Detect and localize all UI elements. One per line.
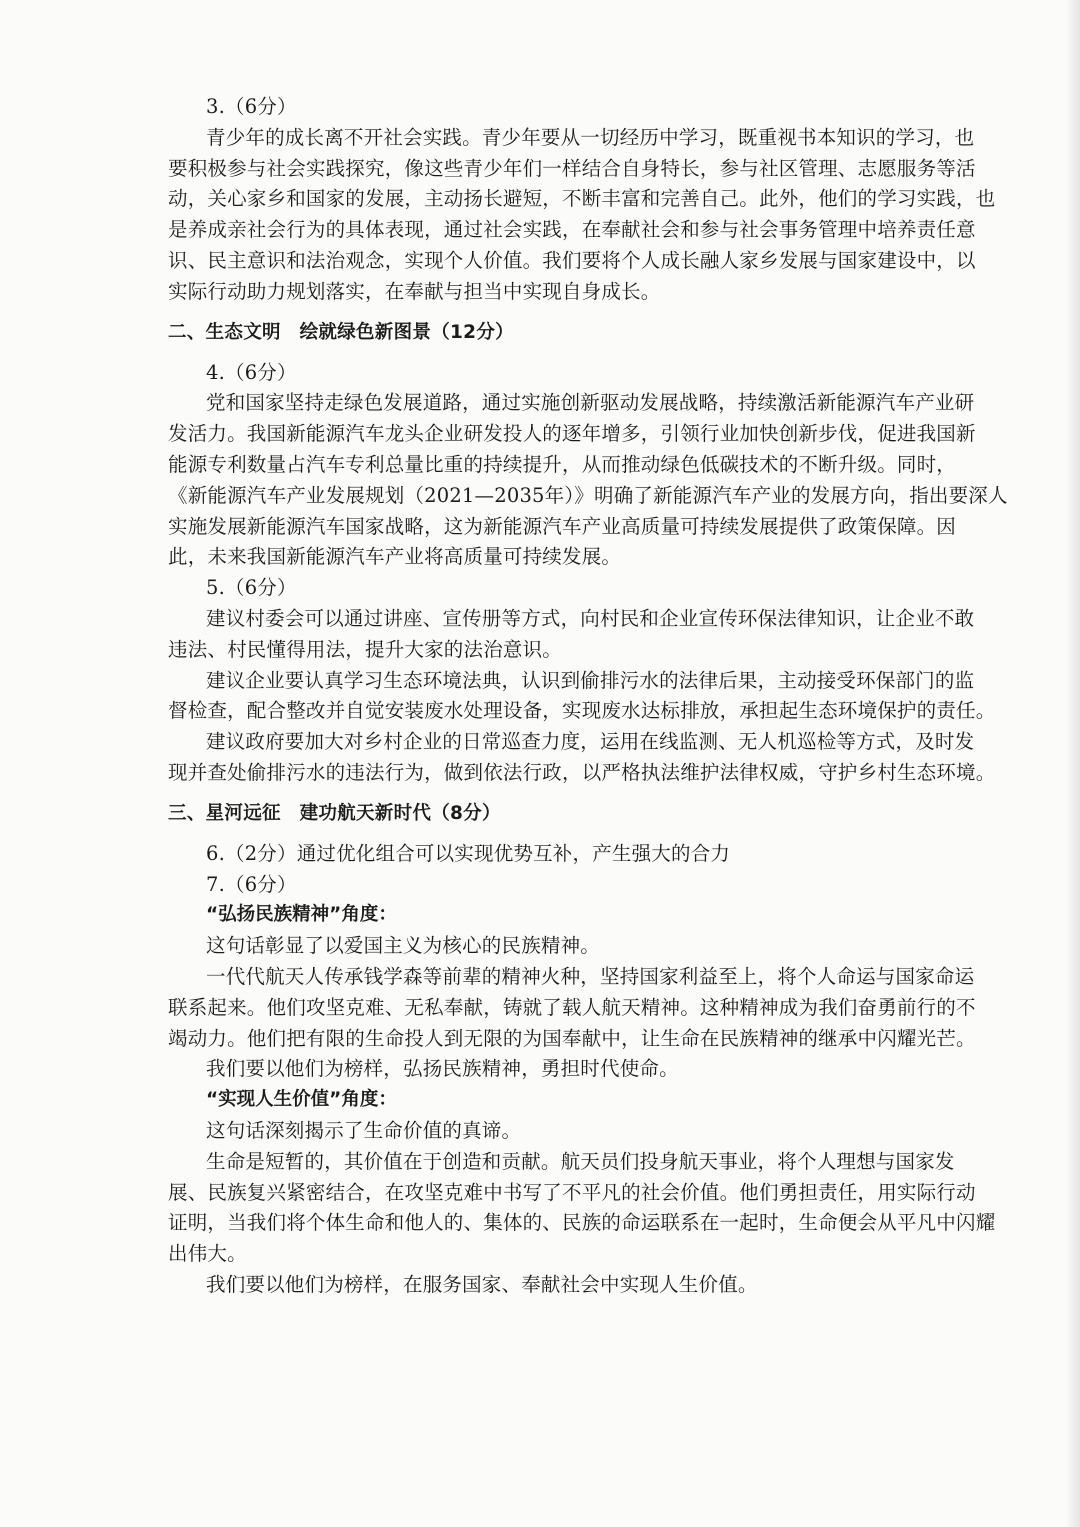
page-edge-shadow <box>1066 0 1080 1527</box>
question-7-angle-2-line: 生命是短暂的，其价值在于创造和贡献。航天员们投身航天事业，将个人理想与国家发 <box>206 1149 955 1173</box>
question-4-line: 《新能源汽车产业发展规划（2021—2035年）》明确了新能源汽车产业的发展方向，指出要深人 <box>168 483 1008 507</box>
question-7-angle-1-heading: “弘扬民族精神”角度： <box>206 904 397 926</box>
question-4-line: 党和国家坚持走绿色发展道路，通过实施创新驱动发展战略，持续激活新能源汽车产业研 <box>206 391 975 415</box>
question-3-line: 实际行动助力规划落实，在奉献与担当中实现自身成长。 <box>168 279 661 303</box>
question-5-paragraph-2-line: 督检查，配合整改并自觉安装废水处理设备，实现废水达标排放，承担起生态环境保护的责任。 <box>168 699 996 723</box>
section-3-heading: 三、星河远征 建功航天新时代（8分） <box>168 802 501 824</box>
question-7-angle-2-line: 我们要以他们为榜样，在服务国家、奉献社会中实现人生价值。 <box>206 1272 758 1296</box>
question-7-angle-1-line: 这句话彰显了以爱国主义为核心的民族精神。 <box>206 934 601 958</box>
question-4-line: 发活力。我国新能源汽车龙头企业研发投人的逐年增多，引领行业加快创新步伐，促进我国新 <box>168 422 976 446</box>
question-7-angle-1-line: 我们要以他们为榜样，弘扬民族精神，勇担时代使命。 <box>206 1057 679 1081</box>
question-3-number: 3.（6分） <box>206 95 297 118</box>
question-7-angle-2-line: 证明，当我们将个体生命和他人的、集体的、民族的命运联系在一起时，生命便会从平凡中闪耀 <box>168 1211 996 1235</box>
question-7-angle-1-line: 竭动力。他们把有限的生命投人到无限的为国奉献中，让生命在民族精神的继承中闪耀光芒。 <box>168 1026 976 1050</box>
question-3-line: 识、民主意识和法治观念，实现个人价值。我们要将个人成长融人家乡发展与国家建设中，以 <box>168 248 976 272</box>
question-4-line: 能源专利数量占汽车专利总量比重的持续提升，从而推动绿色低碳技术的不断升级。同时， <box>168 452 957 476</box>
question-5-paragraph-3-line: 现并查处偷排污水的违法行为，做到依法行政，以严格执法维护法律权威，守护乡村生态环境。 <box>168 760 996 784</box>
question-4-number: 4.（6分） <box>206 360 297 384</box>
question-7-angle-2-line: 这句话深刻揭示了生命价值的真谛。 <box>206 1118 522 1142</box>
question-4-line: 实施发展新能源汽车国家战略，这为新能源汽车产业高质量可持续发展提供了政策保障。因 <box>168 514 957 538</box>
question-7-angle-1-line: 一代代航天人传承钱学森等前辈的精神火种，坚持国家利益至上，将个人命运与国家命运 <box>206 964 975 988</box>
question-5-number: 5.（6分） <box>206 576 297 600</box>
section-2-heading: 二、生态文明 绘就绿色新图景（12分） <box>168 321 514 343</box>
question-5-paragraph-3-line: 建议政府要加大对乡村企业的日常巡查力度，运用在线监测、无人机巡检等方式，及时发 <box>206 730 975 754</box>
question-3-line: 动，关心家乡和国家的发展，主动扬长避短，不断丰富和完善自己。此外，他们的学习实践，也 <box>168 187 996 211</box>
question-5-paragraph-1-line: 建议村委会可以通过讲座、宣传册等方式，向村民和企业宣传环保法律知识，让企业不敢 <box>206 606 975 630</box>
question-6-answer: 6.（2分）通过优化组合可以实现优势互补，产生强大的合力 <box>206 841 731 865</box>
question-3-line: 青少年的成长离不开社会实践。青少年要从一切经历中学习，既重视书本知识的学习，也 <box>206 125 975 149</box>
question-4-line: 此，未来我国新能源汽车产业将高质量可持续发展。 <box>168 545 622 569</box>
question-3-line: 要积极参与社会实践探究，像这些青少年们一样结合自身特长，参与社区管理、志愿服务等活 <box>168 156 976 180</box>
question-7-angle-1-line: 联系起来。他们攻坚克难、无私奉献，铸就了载人航天精神。这种精神成为我们奋勇前行的不 <box>168 995 976 1019</box>
question-7-number: 7.（6分） <box>206 872 297 896</box>
question-3-line: 是养成亲社会行为的具体表现，通过社会实践，在奉献社会和参与社会事务管理中培养责任意 <box>168 218 976 242</box>
answer-content <box>168 92 1008 1301</box>
question-5-paragraph-2-line: 建议企业要认真学习生态环境法典，认识到偷排污水的法律后果，主动接受环保部门的监 <box>206 668 975 692</box>
question-7-angle-2-line: 出伟大。 <box>168 1242 247 1266</box>
question-5-paragraph-1-line: 违法、村民懂得用法，提升大家的法治意识。 <box>168 637 563 661</box>
question-7-angle-2-heading: “实现人生价值”角度： <box>206 1089 397 1111</box>
question-7-angle-2-line: 展、民族复兴紧密结合，在攻坚克难中书写了不平凡的社会价值。他们勇担责任，用实际行动 <box>168 1180 976 1204</box>
